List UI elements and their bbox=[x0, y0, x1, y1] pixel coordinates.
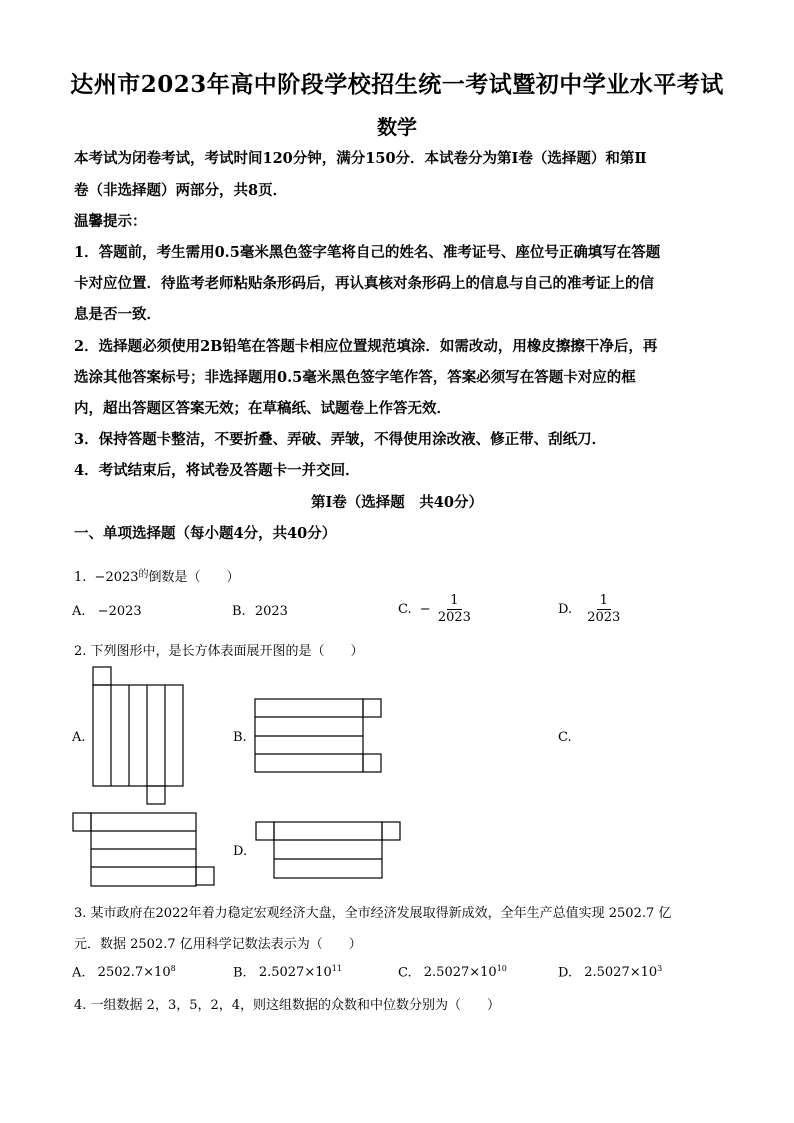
part-heading: 一、单项选择题（每小题4分，共40分） bbox=[74, 525, 337, 542]
q3-b-label: B. bbox=[233, 965, 247, 981]
q1-b-value: 2023 bbox=[254, 604, 288, 619]
question-2: 2. 下列图形中，是长方体表面展开图的是（ ） bbox=[74, 644, 364, 659]
q1-expression: −2023 bbox=[94, 570, 139, 585]
q3-a-label: A. bbox=[72, 965, 86, 981]
q1-c-denominator: 2023 bbox=[437, 610, 471, 625]
tips-heading: 温馨提示： bbox=[74, 213, 147, 230]
q3-b-base: 2.5027×10 bbox=[258, 965, 332, 981]
q3-a-exponent: 8 bbox=[170, 964, 176, 973]
q2-figure-b bbox=[255, 699, 381, 772]
q2-a-label: A. bbox=[72, 730, 86, 745]
question-3-line-2: 元．数据 2502.7 亿用科学记数法表示为（ ） bbox=[74, 937, 362, 952]
q3-d-base: 2.5027×10 bbox=[584, 965, 658, 981]
tip2-line-1: 2．选择题必须使用2B铅笔在答题卡相应位置规范填涂．如需改动，用橡皮擦擦干净后，再 bbox=[74, 338, 658, 355]
intro-line-2: 卷（非选择题）两部分，共8页． bbox=[74, 182, 288, 199]
q1-text: 倒数是（ ） bbox=[148, 570, 240, 585]
q3-a-base: 2502.7×10 bbox=[97, 965, 171, 981]
q3-c-exponent: 10 bbox=[496, 964, 507, 973]
q1-c-label: C. bbox=[398, 602, 412, 617]
tip4: 4．考试结束后，将试卷及答题卡一并交回． bbox=[74, 462, 360, 479]
q1-d-label: D. bbox=[558, 602, 573, 617]
q3-c-base: 2.5027×10 bbox=[423, 965, 497, 981]
exam-title: 达州市2023年高中阶段学校招生统一考试暨初中学业水平考试 bbox=[70, 71, 724, 98]
q2-figure-c bbox=[73, 813, 214, 886]
q1-a-label: A. bbox=[72, 604, 86, 619]
q2-c-label: C. bbox=[558, 730, 572, 745]
question-3-line-1: 3. 某市政府在2022年着力稳定宏观经济大盘，全市经济发展取得新成效，全年生产总值实现 2502.7 亿 bbox=[74, 906, 672, 921]
q1-d-denominator: 2023 bbox=[587, 610, 621, 625]
tip2-line-2: 选涂其他答案标号；非选择题用0.5毫米黑色签字笔作答，答案必须写在答题卡对应的框 bbox=[74, 369, 636, 386]
intro-line-1: 本考试为闭卷考试，考试时间120分钟，满分150分．本试卷分为第Ⅰ卷（选择题）和第Ⅱ bbox=[74, 150, 647, 167]
q1-de: 的 bbox=[138, 569, 149, 580]
tip1-line-3: 息是否一致． bbox=[74, 306, 161, 323]
q3-d-exponent: 3 bbox=[657, 964, 663, 973]
tip2-line-3: 内，超出答题区答案无效；在草稿纸、试题卷上作答无效． bbox=[74, 400, 451, 417]
q3-b-exponent: 11 bbox=[331, 964, 342, 973]
section-heading: 第Ⅰ卷（选择题 共40分） bbox=[311, 494, 483, 511]
q1-number: 1. bbox=[74, 570, 87, 585]
q1-d-numerator: 1 bbox=[597, 593, 611, 610]
q1-c-sign: − bbox=[419, 602, 431, 617]
q3-option-d bbox=[558, 964, 662, 980]
q3-c-label: C. bbox=[398, 965, 412, 981]
q1-a-value: −2023 bbox=[97, 604, 142, 619]
q1-c-numerator: 1 bbox=[447, 593, 461, 610]
q2-figure-a bbox=[93, 667, 183, 804]
q2-b-label: B. bbox=[233, 730, 247, 745]
tip3: 3．保持答题卡整洁，不要折叠、弄破、弄皱，不得使用涂改液、修正带、刮纸刀． bbox=[74, 431, 607, 448]
question-4: 4. 一组数据 2，3，5，2，4，则这组数据的众数和中位数分别为（ ） bbox=[74, 998, 501, 1013]
q3-option-a bbox=[72, 964, 176, 980]
q3-option-b bbox=[233, 964, 342, 980]
exam-subject: 数学 bbox=[377, 115, 417, 139]
tip1-line-2: 卡对应位置．待监考老师粘贴条形码后，再认真核对条形码上的信息与自己的准考证上的信 bbox=[74, 275, 654, 292]
tip1-line-1: 1．答题前，考生需用0.5毫米黑色签字笔将自己的姓名、准考证号、座位号正确填写在答题 bbox=[74, 244, 661, 261]
q3-option-c bbox=[398, 964, 507, 980]
q1-b-label: B. bbox=[232, 604, 246, 619]
q2-d-label: D. bbox=[233, 844, 248, 859]
q2-figure-d bbox=[256, 822, 400, 878]
q3-d-label: D. bbox=[558, 965, 573, 981]
